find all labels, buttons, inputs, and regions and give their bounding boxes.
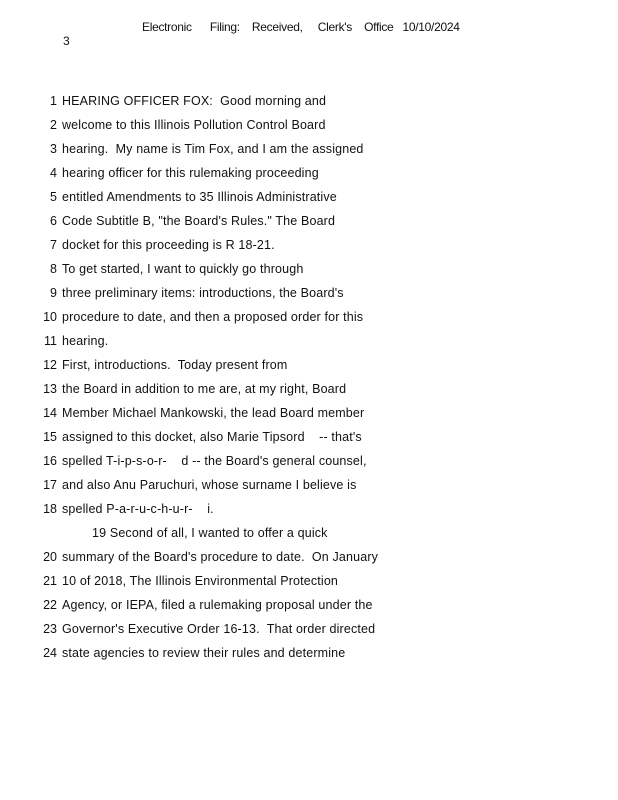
line-number: 23 <box>43 622 57 636</box>
transcript-line <box>0 548 618 572</box>
transcript-body <box>0 92 618 668</box>
line-number: 6 <box>50 214 57 228</box>
line-number: 22 <box>43 598 57 612</box>
line-number: 9 <box>50 286 57 300</box>
transcript-line <box>0 284 618 308</box>
line-content: Second of all, I wanted to offer a quick <box>109 526 328 540</box>
line-text: welcome to this Illinois Pollution Control Board <box>62 118 326 132</box>
line-number: 5 <box>50 190 57 204</box>
line-text: three preliminary items: introductions, the Board's <box>62 286 344 300</box>
line-text: docket for this proceeding is R 18-21. <box>62 238 275 252</box>
line-number: 7 <box>50 238 57 252</box>
line-number: 13 <box>43 382 57 396</box>
line-number: 2 <box>50 118 57 132</box>
page-number: 3 <box>63 34 70 48</box>
line-number: 14 <box>43 406 57 420</box>
line-number: 17 <box>43 478 57 492</box>
line-number: 10 <box>43 310 57 324</box>
line-text: entitled Amendments to 35 Illinois Administrative <box>62 190 337 204</box>
line-text: state agencies to review their rules and determine <box>62 646 346 660</box>
transcript-line <box>0 596 618 620</box>
line-number: 8 <box>50 262 57 276</box>
transcript-line <box>0 452 618 476</box>
line-text: Governor's Executive Order 16-13. That order directed <box>62 622 376 636</box>
line-text: Member Michael Mankowski, the lead Board member <box>62 406 365 420</box>
line-number: 21 <box>43 574 57 588</box>
line-text: and also Anu Paruchuri, whose surname I believe is <box>62 478 357 492</box>
transcript-line <box>0 92 618 116</box>
line-text: hearing. <box>62 334 109 348</box>
line-number: 1 <box>50 94 57 108</box>
transcript-line <box>0 332 618 356</box>
transcript-line <box>0 428 618 452</box>
transcript-line <box>0 164 618 188</box>
line-number: 12 <box>43 358 57 372</box>
line-text: HEARING OFFICER FOX: Good morning and <box>62 94 327 108</box>
line-text: 10 of 2018, The Illinois Environmental Protection <box>62 574 339 588</box>
transcript-line <box>0 308 618 332</box>
line-text: To get started, I want to quickly go through <box>62 262 304 276</box>
transcript-line <box>0 188 618 212</box>
transcript-line <box>0 644 618 668</box>
line-text: hearing officer for this rulemaking proceeding <box>62 166 319 180</box>
line-text: summary of the Board's procedure to date. On January <box>62 550 379 564</box>
line-number: 24 <box>43 646 57 660</box>
line-text: procedure to date, and then a proposed order for this <box>62 310 364 324</box>
line-text: spelled P-a-r-u-c-h-u-r- i. <box>62 502 214 516</box>
line-text: Agency, or IEPA, filed a rulemaking proposal under the <box>62 598 373 612</box>
line-number: 3 <box>50 142 57 156</box>
line-text: assigned to this docket, also Marie Tipsord -- that's <box>62 430 362 444</box>
electronic-filing-header: Electronic Filing: Received, Clerk's Office 10/10/2024 <box>142 20 460 34</box>
transcript-line <box>0 476 618 500</box>
transcript-line <box>0 140 618 164</box>
line-text: hearing. My name is Tim Fox, and I am the assigned <box>62 142 364 156</box>
transcript-line <box>0 524 618 548</box>
line-text: spelled T-i-p-s-o-r- d -- the Board's general counsel, <box>62 454 367 468</box>
line-text: First, introductions. Today present from <box>62 358 288 372</box>
line-number: 11 <box>44 334 57 348</box>
line-number: 18 <box>43 502 57 516</box>
transcript-line <box>0 212 618 236</box>
line-number: 15 <box>43 430 57 444</box>
transcript-line <box>0 236 618 260</box>
transcript-line <box>0 572 618 596</box>
transcript-line <box>0 356 618 380</box>
transcript-line <box>0 260 618 284</box>
transcript-line <box>0 500 618 524</box>
line-text: Code Subtitle B, "the Board's Rules." The Board <box>62 214 336 228</box>
transcript-line <box>0 620 618 644</box>
transcript-line <box>0 380 618 404</box>
transcript-line <box>0 116 618 140</box>
line-text <box>92 524 328 542</box>
line-number: 19 <box>92 526 107 540</box>
line-number: 16 <box>43 454 57 468</box>
line-number: 20 <box>43 550 57 564</box>
transcript-line <box>0 404 618 428</box>
line-number: 4 <box>50 166 57 180</box>
line-text: the Board in addition to me are, at my right, Board <box>62 382 347 396</box>
